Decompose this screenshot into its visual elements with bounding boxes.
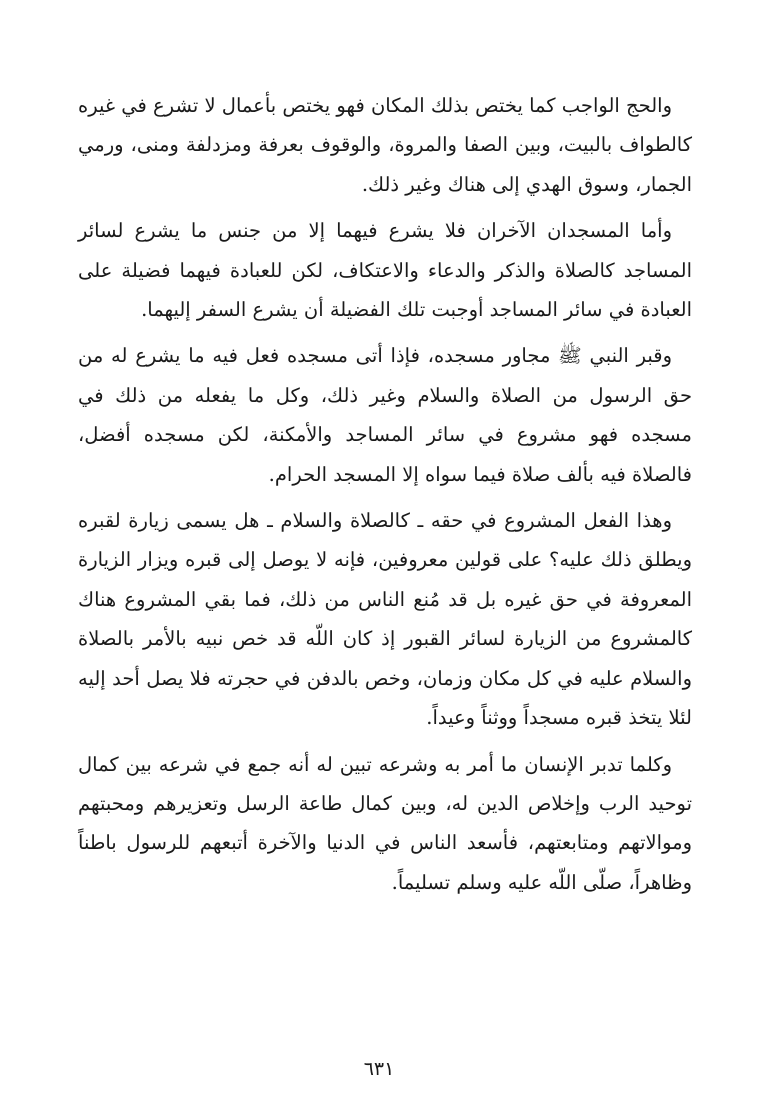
paragraph-1: والحج الواجب كما يختص بذلك المكان فهو يختص بأعمال لا تشرع في غيره كالطواف بالبيت، وبين الصفا والمروة، والوقوف بعرفة ومزدلفة ومنى، ورمي الجمار، وسوق الهدي إلى هناك وغير ذلك. bbox=[78, 94, 692, 196]
paragraph-3: وقبر النبي ﷺ مجاور مسجده، فإذا أتى مسجده فعل فيه ما يشرع له من حق الرسول من الصلاة والسلام وغير ذلك، وكل ما يفعله من ذلك في مسجده فهو مشروع في سائر المساجد والأمكنة، لكن مسجده أفضل، فالصلاة فيه بألف صلاة فيما سواه إلا المسجد الحرام. bbox=[78, 344, 692, 486]
paragraph-5: وكلما تدبر الإنسان ما أمر به وشرعه تبين له أنه جمع في شرعه بين كمال توحيد الرب وإخلاص الدين له، وبين كمال طاعة الرسل وتعزيرهم ومحبتهم وموالاتهم ومتابعتهم، فأسعد الناس في الدنيا والآخرة أتبعهم للرسول باطناً وظاهراً، صلّى اللّه عليه وسلم تسليماً. bbox=[78, 752, 692, 894]
body-text bbox=[78, 86, 692, 909]
page-number: ٦٣١ bbox=[363, 1058, 395, 1080]
paragraph-2: وأما المسجدان الآخران فلا يشرع فيهما إلا من جنس ما يشرع لسائر المساجد كالصلاة والذكر والدعاء والاعتكاف، لكن للعبادة فيهما فضيلة على العبادة في سائر المساجد أوجبت تلك الفضيلة أن يشرع السفر إليهما. bbox=[78, 219, 692, 322]
paragraph-4: وهذا الفعل المشروع في حقه ـ كالصلاة والسلام ـ هل يسمى زيارة لقبره ويطلق ذلك عليه؟ على قولين معروفين، فإنه لا يوصل إلى قبره ويزار الزيارة المعروفة في حق غيره بل قد مُنع الناس من ذلك، فما بقي المشروع هناك كالمشروع من الزيارة لسائر القبور إذ كان اللّه قد خص نبيه بالأمر بالصلاة والسلام عليه في كل مكان وزمان، وخص بالدفن في حجرته فلا يصل أحد إليه لئلا يتخذ قبره مسجداً ووثناً وعيداً. bbox=[78, 509, 692, 730]
